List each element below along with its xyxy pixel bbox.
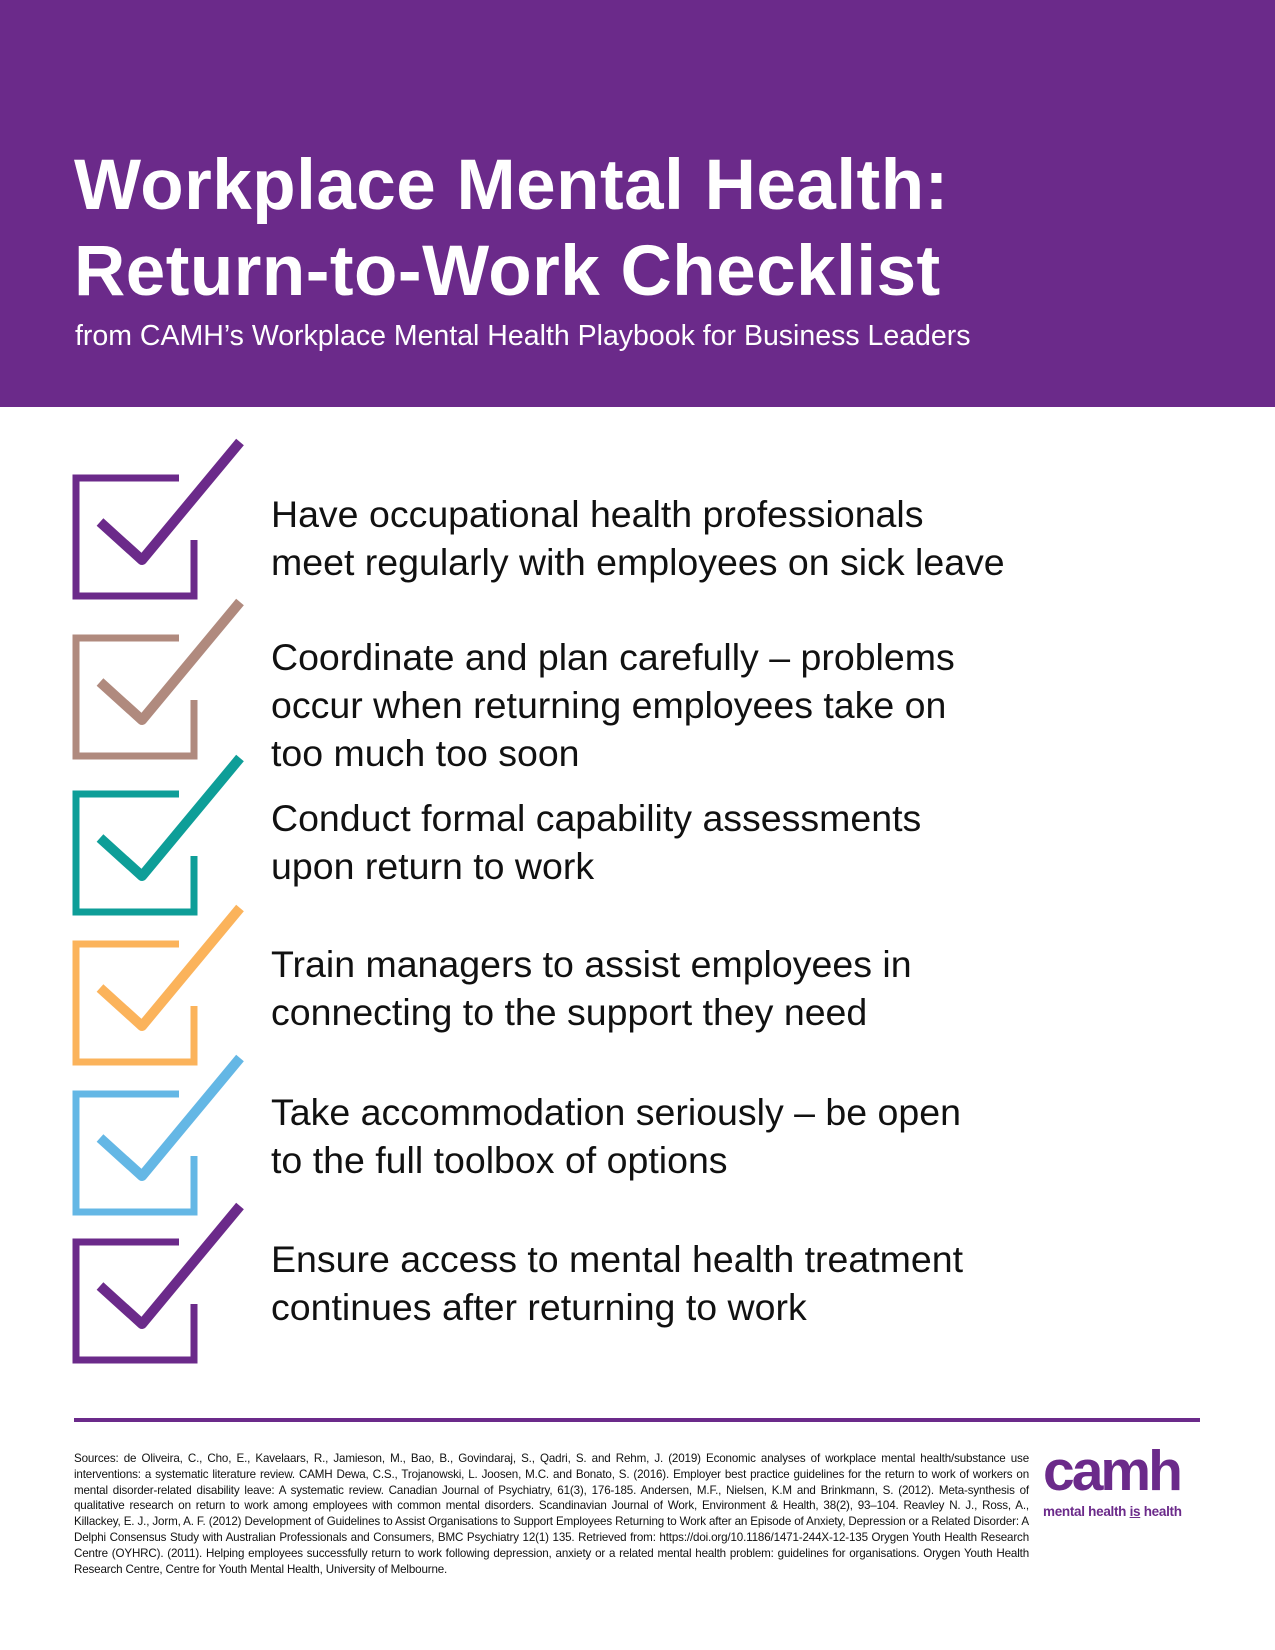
checkmark-box-icon [64, 752, 249, 922]
checklist-item-text [271, 490, 1171, 586]
page-subtitle: from CAMH’s Workplace Mental Health Playbook for Business Leaders [75, 320, 971, 352]
logo-tagline-before: mental health [1043, 1504, 1130, 1519]
checklist-item-text [271, 1088, 1171, 1184]
checkmark-box-icon [64, 596, 249, 766]
checkmark-box-icon [64, 902, 249, 1072]
checklist-item-line: Ensure access to mental health treatment [271, 1238, 964, 1280]
logo-tagline-is: is [1129, 1504, 1141, 1519]
checkmark-box-icon [64, 1052, 249, 1222]
checklist-item-text [271, 633, 1171, 777]
logo-tagline [1043, 1504, 1182, 1520]
title-line-1: Workplace Mental Health: [74, 146, 949, 225]
checklist-item-text [271, 940, 1171, 1036]
logo-tagline-after: health [1140, 1504, 1182, 1519]
checkmark-box-icon [64, 436, 249, 606]
checklist-item-line: Have occupational health professionals [271, 493, 924, 535]
checklist-item-line: occur when returning employees take on [271, 684, 947, 726]
checklist-item-line: to the full toolbox of options [271, 1139, 728, 1181]
title-line-2: Return-to-Work Checklist [74, 232, 941, 311]
checklist-item-line: too much too soon [271, 732, 580, 774]
sources-text: Sources: de Oliveira, C., Cho, E., Kavelaars, R., Jamieson, M., Bao, B., Govindaraj, S., Qadri, S. and Rehm, J. (2019) Economic analyses of workplace mental health/substance use interventions: a systematic literature review. CAMH Dewa, C.S., Trojanowski, L. Joosen, M.C. and Bonato, S. (2016). Employer best practice guidelines for the return to work of workers on mental disorder-related disability leave: A systematic review. Canadian Journal of Psychiatry, 61(3), 176-185. Andersen, M.F., Nielsen, K.M and Brinkmann, S. (2012). Meta-synthesis of qualitative research on return to work among employees with common mental disorders. Scandinavian Journal of Work, Environment & Health, 38(2), 93–104. Reavley N. J., Ross, A., Killackey, E. J., Jorm, A. F. (2012) Development of Guidelines to Assist Organisations to Support Employees Returning to Work after an Episode of Anxiety, Depression or a Related Disorder: A Delphi Consensus Study with Australian Professionals and Consumers, BMC Psychiatry 12(1) 135. Retrieved from: https://doi.org/10.1186/1471-244X-12-135 Orygen Youth Health Research Centre (OYHRC). (2011). Helping employees successfully return to work following depression, anxiety or a related mental health problem: guidelines for organisations. Orygen Youth Health Research Centre, Centre for Youth Mental Health, University of Melbourne. [74, 1452, 1029, 1576]
checklist-item-line: Take accommodation seriously – be open [271, 1091, 961, 1133]
logo-wordmark: camh [1043, 1439, 1180, 1503]
checklist-item-line: connecting to the support they need [271, 991, 868, 1033]
checklist-item-line: Conduct formal capability assessments [271, 797, 922, 839]
header-banner [0, 0, 1275, 407]
checklist-item-line: Train managers to assist employees in [271, 943, 912, 985]
checkmark-box-icon [64, 1200, 249, 1370]
checklist-item-text [271, 794, 1171, 890]
checklist-item-line: upon return to work [271, 845, 595, 887]
footer-divider [74, 1418, 1200, 1422]
checklist-item-line: continues after returning to work [271, 1286, 807, 1328]
page-title [74, 143, 1224, 315]
checklist-item-line: meet regularly with employees on sick leave [271, 541, 1005, 583]
checklist-item-text [271, 1235, 1171, 1331]
checklist-item-line: Coordinate and plan carefully – problems [271, 636, 955, 678]
